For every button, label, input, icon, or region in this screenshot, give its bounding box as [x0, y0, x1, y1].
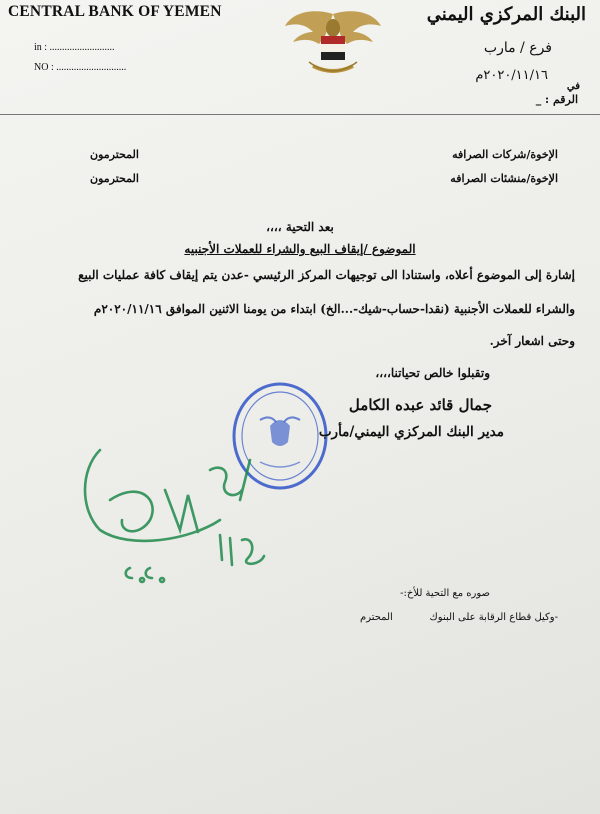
addressee-1: الإخوة/شركات الصرافه [452, 148, 558, 161]
body-line: إشارة إلى الموضوع أعلاه، واستنادا الى توجيهات المركز الرئيسي -عدن يتم إيقاف كافة عمليات البيع [78, 268, 575, 282]
letter-date: ٢٠٢٠/١١/١٦م [475, 68, 548, 83]
greeting: بعد التحية ،،،، [266, 220, 334, 234]
subject-line: الموضوع /إيقاف البيع والشراء للعملات الأجنبيه [184, 242, 416, 256]
signatory-title: مدير البنك المركزي اليمني/مأرب [318, 424, 504, 440]
branch-name: فرع / مارب [483, 40, 552, 56]
cc-recipient: -وكيل قطاع الرقابة على البنوك [429, 612, 558, 623]
addressee-1-honorific: المحترمون [90, 148, 139, 161]
date-label: في [566, 81, 580, 92]
reference-number: الرقم : _ [535, 93, 578, 106]
cc-honorific: المحترم [360, 612, 393, 623]
english-bank-name: CENTRAL BANK OF YEMEN [8, 3, 222, 20]
body-line: والشراء للعملات الأجنبية (نقدا-حساب-شيك-...الخ) ابتداء من يومنا الاثنين الموافق ٢٠٢٠/١١/١٦م [93, 302, 575, 316]
cc-heading: صوره مع التحية للأخ:- [400, 588, 490, 599]
header-divider [0, 114, 600, 115]
body-line: وحتى اشعار آخر. [489, 334, 575, 348]
addressee-2: الإخوة/منشئات الصرافه [450, 172, 558, 185]
in-field: in : .......................... [34, 42, 115, 53]
yemen-eagle-emblem [283, 6, 383, 80]
signatory-name: جمال قائد عبده الكامل [348, 396, 492, 414]
closing-line: وتقبلوا خالص تحياتنا،،،، [375, 366, 490, 380]
arabic-bank-name: البنك المركزي اليمني [426, 4, 586, 25]
addressee-2-honorific: المحترمون [90, 172, 139, 185]
handwritten-signature [70, 440, 300, 600]
number-field: NO : ............................ [34, 62, 127, 73]
